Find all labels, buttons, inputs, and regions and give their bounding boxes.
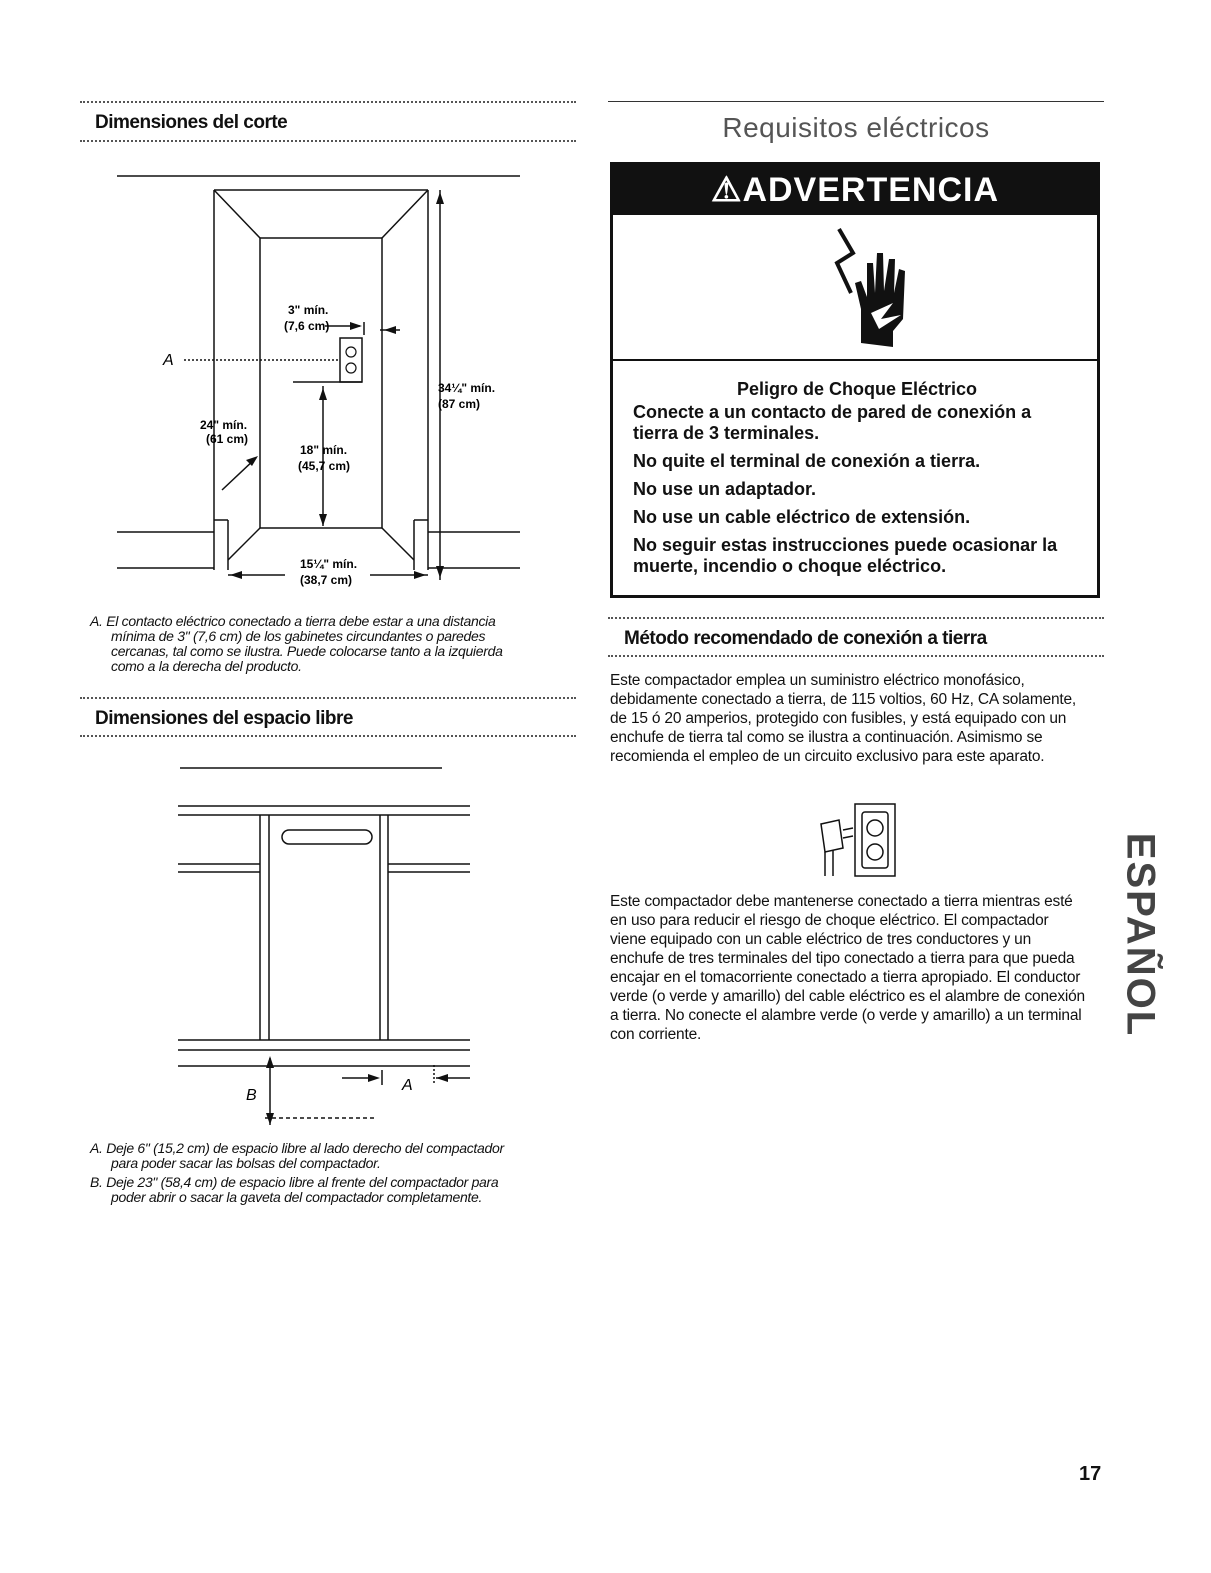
clearance-heading-rule-bottom (80, 735, 576, 737)
cutout-caption-line: cercanas, tal como se ilustra. Puede colocarse tanto a la izquierda (111, 643, 503, 659)
clearance-heading: Dimensiones del espacio libre (95, 708, 353, 729)
warning-line: Conecte a un contacto de pared de conexión a tierra de 3 terminales. (633, 402, 1032, 443)
cutout-label-height-min: 34¼" mín. (438, 381, 496, 395)
cutout-label-eighteen-cm: (45,7 cm) (298, 459, 351, 473)
warning-line: No quite el terminal de conexión a tierra. (633, 451, 981, 471)
warning-hazard-title: Peligro de Choque Eléctrico (736, 379, 978, 399)
cutout-caption-line: como a la derecha del producto. (111, 658, 302, 674)
warning-text (633, 379, 1081, 584)
cutout-caption-line: mínima de 3" (7,6 cm) de los gabinetes circundantes o paredes (111, 628, 486, 644)
cutout-label-height-cm: (87 cm) (438, 397, 481, 411)
language-side-tab (1118, 810, 1162, 1060)
clearance-caption-line: A. Deje 6" (15,2 cm) de espacio libre al lado derecho del compactador (90, 1140, 504, 1156)
cutout-caption (90, 614, 580, 674)
cutout-label-three-cm: (7,6 cm) (284, 319, 330, 333)
warning-banner: ⚠ADVERTENCIA (613, 165, 1097, 215)
cutout-label-depth-min: 24" mín. (200, 418, 248, 432)
warning-line: No seguir estas instrucciones puede ocasionar la muerte, incendio o choque eléctrico. (633, 535, 1058, 576)
cutout-label-a: A (163, 352, 174, 369)
clearance-label-a: A (402, 1077, 413, 1094)
grounding-heading-rule-bottom (608, 655, 1104, 657)
warning-divider (613, 359, 1097, 361)
clearance-caption-line: B. Deje 23" (58,4 cm) de espacio libre al frente del compactador para (90, 1174, 499, 1190)
cutout-label-eighteen-min: 18" mín. (300, 443, 348, 457)
cutout-label-width-cm: (38,7 cm) (300, 573, 353, 587)
cutout-label-depth-cm: (61 cm) (206, 432, 249, 446)
electrical-requirements-title: Requisitos eléctricos (722, 112, 990, 143)
clearance-dimensions-diagram (170, 760, 490, 1130)
cutout-dimensions-diagram (110, 170, 550, 590)
electric-shock-hand-icon (809, 223, 919, 353)
language-side-tab-label: ESPAÑOL (1118, 832, 1163, 1038)
page-number: 17 (1079, 1463, 1102, 1485)
clearance-caption-line: para poder sacar las bolsas del compactador. (111, 1155, 381, 1171)
warning-box (610, 162, 1100, 598)
electrical-title-rule (608, 101, 1104, 102)
grounding-paragraph-2: Este compactador debe mantenerse conectado a tierra mientras esté en uso para reducir el riesgo de choque eléctrico. El compactador viene equipado con un cable eléctrico de tres conductores y un enchufe de tres terminales del tipo conectado a tierra para que pueda encajar en el tomacorriente conectado a tierra apropiado. El conductor verde (o verde y amarillo) del cable eléctrico es el alambre de conexión a tierra. No conecte el alambre verde (o verde y amarillo) a un terminal con corriente. (610, 893, 1085, 1043)
grounding-heading: Método recomendado de conexión a tierra (624, 628, 987, 649)
warning-line: No use un cable eléctrico de extensión. (633, 507, 971, 527)
cutout-label-three-min: 3" mín. (288, 303, 329, 317)
clearance-heading-rule-top (80, 697, 576, 699)
clearance-caption (90, 1141, 580, 1205)
cutout-heading-rule-bottom (80, 140, 576, 142)
grounding-paragraph-1: Este compactador emplea un suministro eléctrico monofásico, debidamente conectado a tierra, de 115 voltios, 60 Hz, CA solamente, de 15 ó 20 amperios, protegido con fusibles, y está equipado con un enchufe de tierra tal como se ilustra a continuación. Asimismo se recomienda el empleo de un circuito exclusivo para este aparato. (610, 672, 1077, 765)
cutout-heading: Dimensiones del corte (95, 112, 288, 133)
warning-line: No use un adaptador. (633, 479, 817, 499)
clearance-caption-line: poder abrir o sacar la gaveta del compactador completamente. (111, 1189, 483, 1205)
clearance-label-b: B (246, 1087, 257, 1104)
cutout-label-width-min: 15¼" mín. (300, 557, 358, 571)
plug-and-outlet-icon (815, 800, 900, 880)
cutout-heading-rule-top (80, 101, 576, 103)
cutout-caption-line: A. El contacto eléctrico conectado a tierra debe estar a una distancia (90, 613, 496, 629)
grounding-heading-rule-top (608, 617, 1104, 619)
